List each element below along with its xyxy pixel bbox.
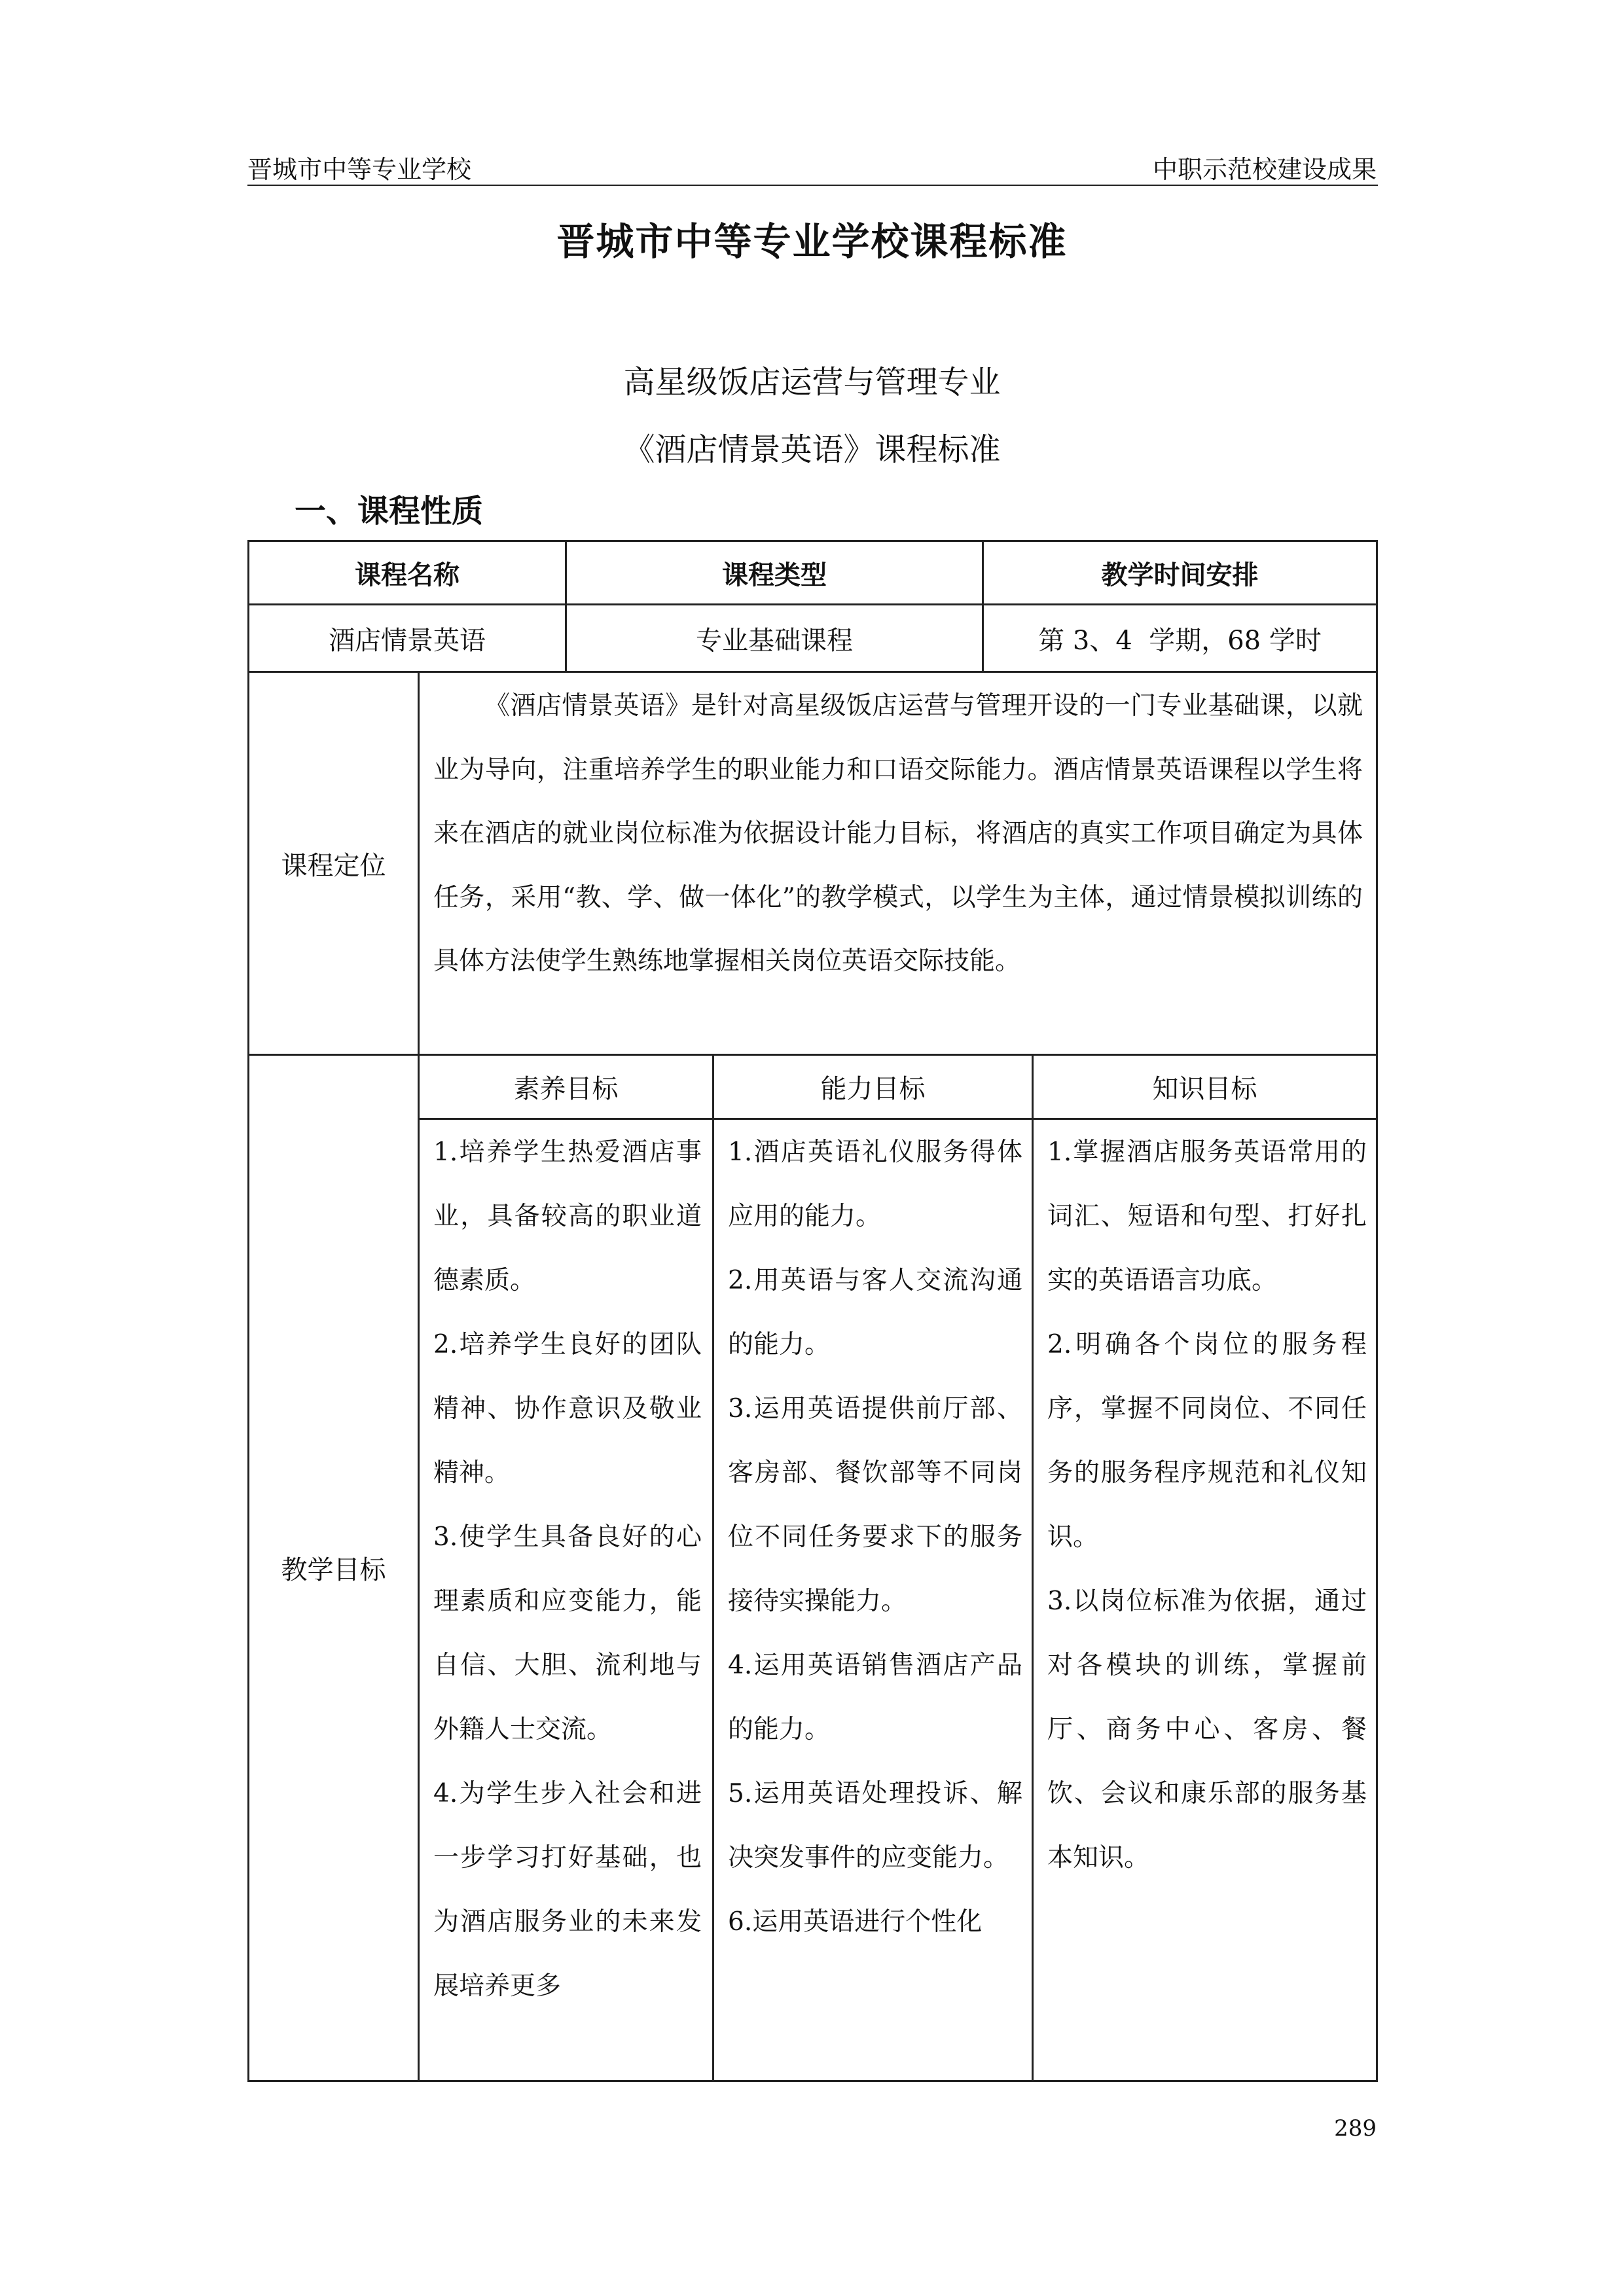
list-item: 2.明确各个岗位的服务程序，掌握不同岗位、不同任务的服务程序规范和礼仪知识。 bbox=[1047, 1330, 1367, 1552]
list-item: 1.酒店英语礼仪服务得体应用的能力。 bbox=[728, 1138, 1022, 1231]
table-border-right bbox=[1376, 540, 1378, 2082]
list-item: 1.掌握酒店服务英语常用的词汇、短语和句型、打好扎实的英语语言功底。 bbox=[1047, 1138, 1367, 1295]
list-item: 6.运用英语进行个性化 bbox=[728, 1907, 983, 1937]
header-literacy-goals: 素养目标 bbox=[513, 1074, 619, 1104]
cell-course-name: 酒店情景英语 bbox=[329, 625, 486, 656]
course-positioning-text: 《酒店情景英语》是针对高星级饭店运营与管理开设的一门专业基础课，以就业为导向，注重培养学生的职业能力和口语交际能力。酒店情景英语课程以学生将来在酒店的就业岗位标准为依据设计能力目标，将酒店的真实工作项目确定为具体任务，采用“教、学、做一体化”的教学模式，以学生为主体，通过情景模拟训练的具体方法使学生熟练地掌握相关岗位英语交际技能。 bbox=[433, 691, 1363, 976]
table-rule bbox=[419, 1118, 1378, 1120]
header-achievement-label: 中职示范校建设成果 bbox=[1152, 155, 1377, 184]
list-item: 1.培养学生热爱酒店事业，具备较高的职业道德素质。 bbox=[433, 1138, 702, 1295]
header-ability-goals: 能力目标 bbox=[820, 1074, 926, 1104]
list-item: 4.为学生步入社会和进一步学习打好基础，也为酒店服务业的未来发展培养更多 bbox=[433, 1779, 702, 2001]
knowledge-goals-list bbox=[1047, 1121, 1367, 1890]
list-item: 3.使学生具备良好的心理素质和应变能力，能自信、大胆、流利地与外籍人士交流。 bbox=[433, 1522, 702, 1744]
table-rule bbox=[418, 671, 420, 2082]
list-item: 4.运用英语销售酒店产品的能力。 bbox=[728, 1651, 1022, 1744]
list-item: 3.以岗位标准为依据，通过对各模块的训练，掌握前厅、商务中心、客房、餐饮、会议和康乐部的服务基本知识。 bbox=[1047, 1587, 1367, 1873]
ability-goals-list bbox=[728, 1121, 1022, 1954]
cell-schedule: 第 3、4 学期，68 学时 bbox=[1038, 625, 1322, 656]
table-rule bbox=[712, 1054, 714, 2082]
list-item: 3.运用英语提供前厅部、客房部、餐饮部等不同岗位不同任务要求下的服务接待实操能力。 bbox=[728, 1394, 1022, 1616]
page-title: 晋城市中等专业学校课程标准 bbox=[556, 219, 1068, 264]
literacy-goals-list bbox=[433, 1121, 702, 2018]
list-item: 2.用英语与客人交流沟通的能力。 bbox=[728, 1266, 1022, 1359]
section-heading-course-nature: 一、课程性质 bbox=[295, 493, 484, 529]
list-item: 2.培养学生良好的团队精神、协作意识及敬业精神。 bbox=[433, 1330, 702, 1488]
label-teaching-goals: 教学目标 bbox=[281, 1555, 386, 1585]
subtitle-major: 高星级饭店运营与管理专业 bbox=[623, 364, 1001, 401]
header-course-name: 课程名称 bbox=[355, 560, 460, 590]
header-course-type: 课程类型 bbox=[722, 560, 827, 590]
header-knowledge-goals: 知识目标 bbox=[1152, 1074, 1257, 1104]
header-school-name: 晋城市中等专业学校 bbox=[247, 155, 472, 184]
list-item: 5.运用英语处理投诉、解决突发事件的应变能力。 bbox=[728, 1779, 1022, 1873]
table-rule bbox=[1032, 1054, 1034, 2082]
subtitle-course: 《酒店情景英语》课程标准 bbox=[623, 431, 1001, 468]
label-course-positioning: 课程定位 bbox=[281, 850, 386, 881]
header-schedule: 教学时间安排 bbox=[1101, 560, 1259, 590]
cell-course-type: 专业基础课程 bbox=[696, 625, 853, 656]
page-number: 289 bbox=[1334, 2115, 1377, 2142]
header-rule bbox=[247, 185, 1378, 186]
